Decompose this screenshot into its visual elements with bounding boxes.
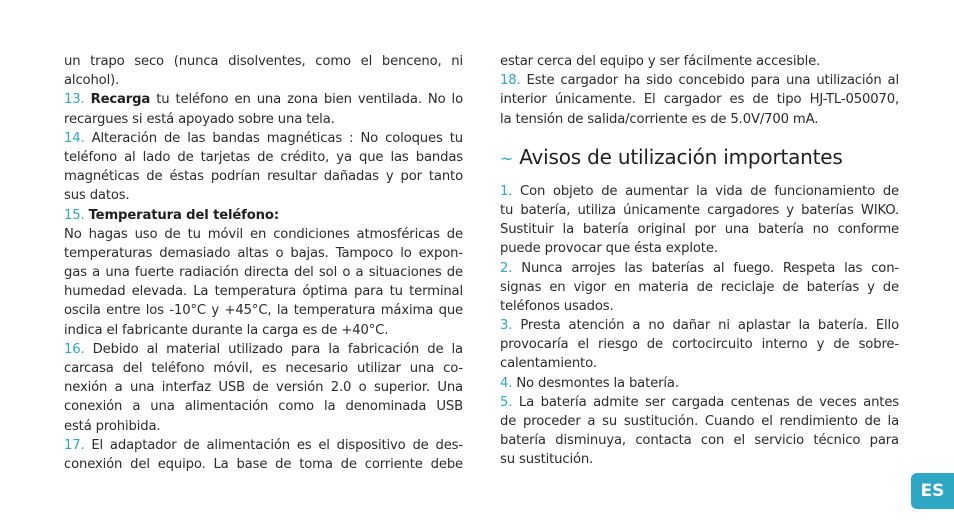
text-run: batería disminuya, contacta con el servicio técnico para <box>500 433 899 449</box>
text-line <box>64 263 463 282</box>
text-run: la tensión de salida/corriente es de 5.0V/700 mA. <box>500 111 819 127</box>
text-line <box>64 167 463 186</box>
text-line <box>64 90 463 109</box>
text-line <box>64 110 463 129</box>
text-run: de proceder a su sustitución. Cuando el rendimiento de la <box>500 414 899 429</box>
text-run: humedad elevada. La temperatura óptima para tu terminal <box>64 284 463 300</box>
text-line <box>500 431 899 450</box>
text-run: calentamiento. <box>500 356 597 372</box>
text-line <box>64 225 463 244</box>
text-run: carcasa del teléfono móvil, es necesario utilizar una co- <box>64 361 463 376</box>
text-line <box>500 220 899 239</box>
text-run: conexión del equipo. La base de toma de corriente debe <box>64 456 463 472</box>
text-line <box>64 71 463 90</box>
text-run: su sustitución. <box>500 452 594 468</box>
item-number: 18. <box>500 73 527 89</box>
text-line <box>64 186 463 205</box>
text-line <box>64 436 463 455</box>
text-run: sus datos. <box>64 188 130 204</box>
text-line <box>64 359 463 378</box>
bold-term: Temperatura del teléfono: <box>88 207 279 223</box>
text-run: teléfonos usados. <box>500 298 614 314</box>
text-line <box>500 71 899 90</box>
text-run: alcohol). <box>64 73 120 89</box>
text-run: Sustituir la batería original por una batería no conforme <box>500 222 899 238</box>
text-run: nexión a una interfaz USB de versión 2.0 o superior. Una <box>64 380 463 396</box>
text-run: No desmontes la batería. <box>516 375 679 391</box>
text-line <box>500 239 899 258</box>
item-number: 14. <box>64 130 92 146</box>
text-run: No hagas uso de tu móvil en condiciones atmosféricas de <box>64 226 463 242</box>
text-line <box>64 340 463 359</box>
item-number: 5. <box>500 394 519 410</box>
text-line <box>500 316 899 335</box>
text-run: interior únicamente. El cargador es de tipo HJ-TL-050070, <box>500 92 899 108</box>
text-line <box>500 259 899 278</box>
text-run: indica el fabricante durante la carga es de +40°C. <box>64 322 389 338</box>
text-line <box>500 110 899 129</box>
text-line <box>500 412 899 431</box>
text-run: está prohibida. <box>64 418 161 434</box>
text-line <box>64 52 463 71</box>
text-run: signas en vigor en materia de reciclaje de baterías y de <box>500 279 899 295</box>
text-run: oscila entre los -10°C y +45°C, la temperatura máxima que <box>64 303 463 319</box>
right-top-text <box>500 52 899 129</box>
right-bottom-text <box>500 182 899 470</box>
text-run: tu batería, utiliza únicamente cargadores y baterías WIKO. <box>500 202 899 218</box>
text-run: Este cargador ha sido concebido para una utilización al <box>526 73 899 89</box>
text-run: un trapo seco (nunca disolventes, como el benceno, ni <box>64 54 463 69</box>
text-run: tu teléfono en una zona bien ventilada. No lo <box>150 92 463 108</box>
item-number: 3. <box>500 318 521 334</box>
text-line <box>500 90 899 109</box>
text-run: Debido al material utilizado para la fabricación de la <box>92 341 463 357</box>
text-run: gas a una fuerte radiación directa del sol o a situaciones de <box>64 265 463 281</box>
text-run: El adaptador de alimentación es el dispositivo de des- <box>91 437 463 453</box>
language-badge: ES <box>911 473 954 509</box>
text-line <box>500 52 899 71</box>
text-line <box>500 278 899 297</box>
text-run: La batería admite ser cargada centenas de veces antes <box>518 394 900 410</box>
text-line <box>64 397 463 416</box>
text-run: provocaría el riesgo de cortocircuito interno y de sobre- <box>500 337 899 353</box>
text-run: temperaturas demasiado altas o bajas. Tampoco lo expon- <box>64 245 463 261</box>
text-line <box>64 206 463 225</box>
text-line <box>64 244 463 263</box>
text-run: Presta atención a no dañar ni aplastar la batería. Ello <box>520 318 899 334</box>
text-run: Alteración de las bandas magnéticas : No coloques tu <box>91 130 463 146</box>
text-line <box>64 282 463 301</box>
text-run: puede provocar que ésta explote. <box>500 241 718 257</box>
text-line <box>500 201 899 220</box>
bold-term: Recarga <box>90 92 151 108</box>
text-line <box>64 455 463 474</box>
left-column <box>64 52 463 474</box>
item-number: 4. <box>500 375 517 391</box>
item-number: 1. <box>500 183 521 199</box>
text-run: estar cerca del equipo y ser fácilmente accesible. <box>500 54 821 69</box>
item-number: 2. <box>500 260 522 276</box>
text-run: Con objeto de aumentar la vida de funcionamiento de <box>520 183 900 199</box>
item-number: 16. <box>64 341 93 357</box>
text-run: Nunca arrojes las baterías al fuego. Respeta las con- <box>521 260 900 276</box>
item-number: 13. <box>64 92 91 108</box>
text-line <box>64 129 463 148</box>
text-line <box>500 450 899 469</box>
heading-text: Avisos de utilización importantes <box>519 144 843 169</box>
text-line <box>64 148 463 167</box>
text-line <box>64 378 463 397</box>
right-column <box>500 52 899 470</box>
text-run: teléfono al lado de tarjetas de crédito, ya que las bandas <box>64 149 463 165</box>
section-heading <box>500 142 899 172</box>
text-line <box>500 393 899 412</box>
text-line <box>64 321 463 340</box>
text-line <box>64 417 463 436</box>
text-line <box>500 335 899 354</box>
text-line <box>500 297 899 316</box>
text-run: conexión a una alimentación como la denominada USB <box>64 399 463 415</box>
heading-tilde: ~ <box>500 148 514 168</box>
text-line <box>500 354 899 373</box>
text-run: recargues si está apoyado sobre una tela. <box>64 111 335 127</box>
text-line <box>500 182 899 201</box>
item-number: 17. <box>64 437 92 453</box>
text-line <box>64 301 463 320</box>
text-line <box>500 374 899 393</box>
text-run: magnéticas de éstas podrían resultar dañadas y por tanto <box>64 169 463 185</box>
item-number: 15. <box>64 207 89 223</box>
